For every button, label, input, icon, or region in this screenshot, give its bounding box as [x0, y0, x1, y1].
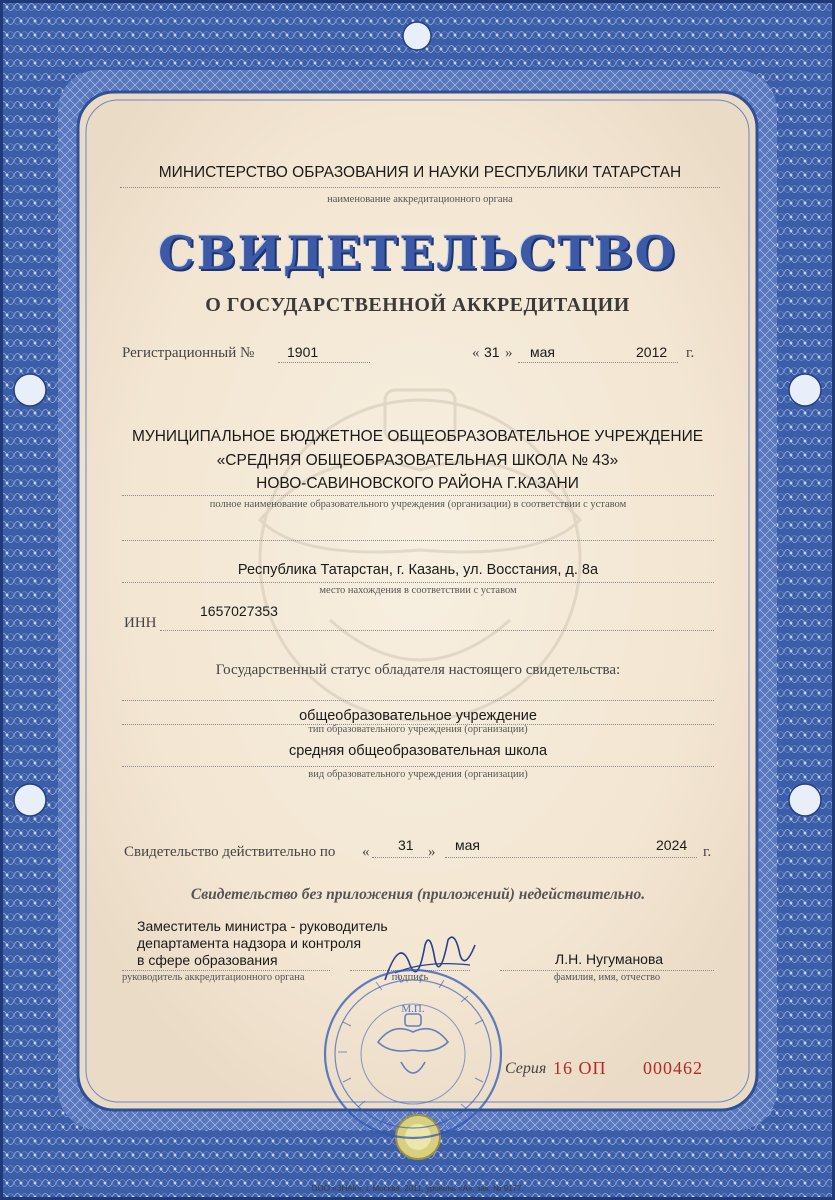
ministry-name: МИНИСТЕРСТВО ОБРАЗОВАНИЯ И НАУКИ РЕСПУБЛИКИ ТАТАРСТАН: [158, 164, 682, 181]
address-caption: место нахождения в соответствии с уставом: [319, 585, 517, 596]
institution-line-2: «СРЕДНЯЯ ОБЩЕОБРАЗОВАТЕЛЬНАЯ ШКОЛА № 43»: [216, 452, 619, 469]
registration-day: 31: [484, 344, 500, 360]
address-value: Республика Татарстан, г. Казань, ул. Восстания, д. 8а: [237, 562, 599, 578]
validity-day-open: «: [362, 844, 370, 860]
validity-warning: Свидетельство без приложения (приложений) недействительно.: [190, 886, 646, 903]
validity-month: мая: [455, 837, 480, 853]
signature-caption: подпись: [391, 972, 429, 983]
institution-kind-value: средняя общеобразовательная школа: [288, 743, 548, 759]
registration-day-close: »: [505, 345, 513, 361]
signatory-position-caption: руководитель аккредитационного органа: [122, 972, 305, 983]
inn-label: ИНН: [124, 615, 157, 631]
registration-number: 1901: [287, 344, 319, 360]
signatory-position-line-2: департамента надзора и контроля: [137, 935, 362, 951]
official-seal: [318, 962, 508, 1142]
series-label: Серия: [505, 1060, 547, 1077]
series-number: 000462: [643, 1058, 703, 1078]
validity-label: Свидетельство действительно по: [124, 844, 336, 860]
validity-year-suffix: г.: [703, 844, 712, 860]
validity-year: 2024: [656, 837, 688, 853]
registration-year: 2012: [636, 344, 668, 360]
ministry-caption: наименование аккредитационного органа: [327, 194, 513, 205]
status-heading: Государственный статус обладателя настоящего свидетельства:: [215, 662, 621, 678]
institution-type-value: общеобразовательное учреждение: [299, 708, 537, 724]
certificate-subtitle: О ГОСУДАРСТВЕННОЙ АККРЕДИТАЦИИ: [205, 294, 630, 316]
inn-value: 1657027353: [200, 603, 278, 619]
series-code: 16 ОП: [553, 1058, 607, 1078]
certificate-title: СВИДЕТЕЛЬСТВО: [158, 226, 677, 280]
validity-day-close: »: [428, 844, 436, 860]
institution-line-1: МУНИЦИПАЛЬНОЕ БЮДЖЕТНОЕ ОБЩЕОБРАЗОВАТЕЛЬНОЕ УЧРЕЖДЕНИЕ: [131, 428, 704, 445]
registration-month: мая: [530, 344, 555, 360]
registration-year-suffix: г.: [686, 345, 695, 361]
seal-mark-text: М.П.: [401, 1003, 425, 1015]
institution-type-caption: тип образовательного учреждения (организации): [308, 724, 528, 735]
signatory-position-line-3: в сфере образования: [137, 952, 278, 968]
signatory-name: Л.Н. Нугуманова: [555, 951, 664, 967]
signatory-name-caption: фамилия, имя, отчество: [553, 972, 661, 983]
printer-imprint: ООО «ЗНАК», г. Москва, 2011, уровень «А», зак. № 9177.: [311, 1184, 524, 1193]
institution-line-3: НОВО-САВИНОВСКОГО РАЙОНА Г.КАЗАНИ: [256, 475, 579, 492]
registration-label: Регистрационный №: [122, 345, 255, 361]
signatory-position-line-1: Заместитель министра - руководитель: [137, 918, 388, 934]
registration-day-open: «: [472, 345, 480, 361]
institution-caption: полное наименование образовательного учреждения (организации) в соответствии с уставом: [209, 499, 627, 510]
institution-kind-caption: вид образовательного учреждения (организации): [308, 769, 528, 780]
validity-day: 31: [398, 837, 414, 853]
